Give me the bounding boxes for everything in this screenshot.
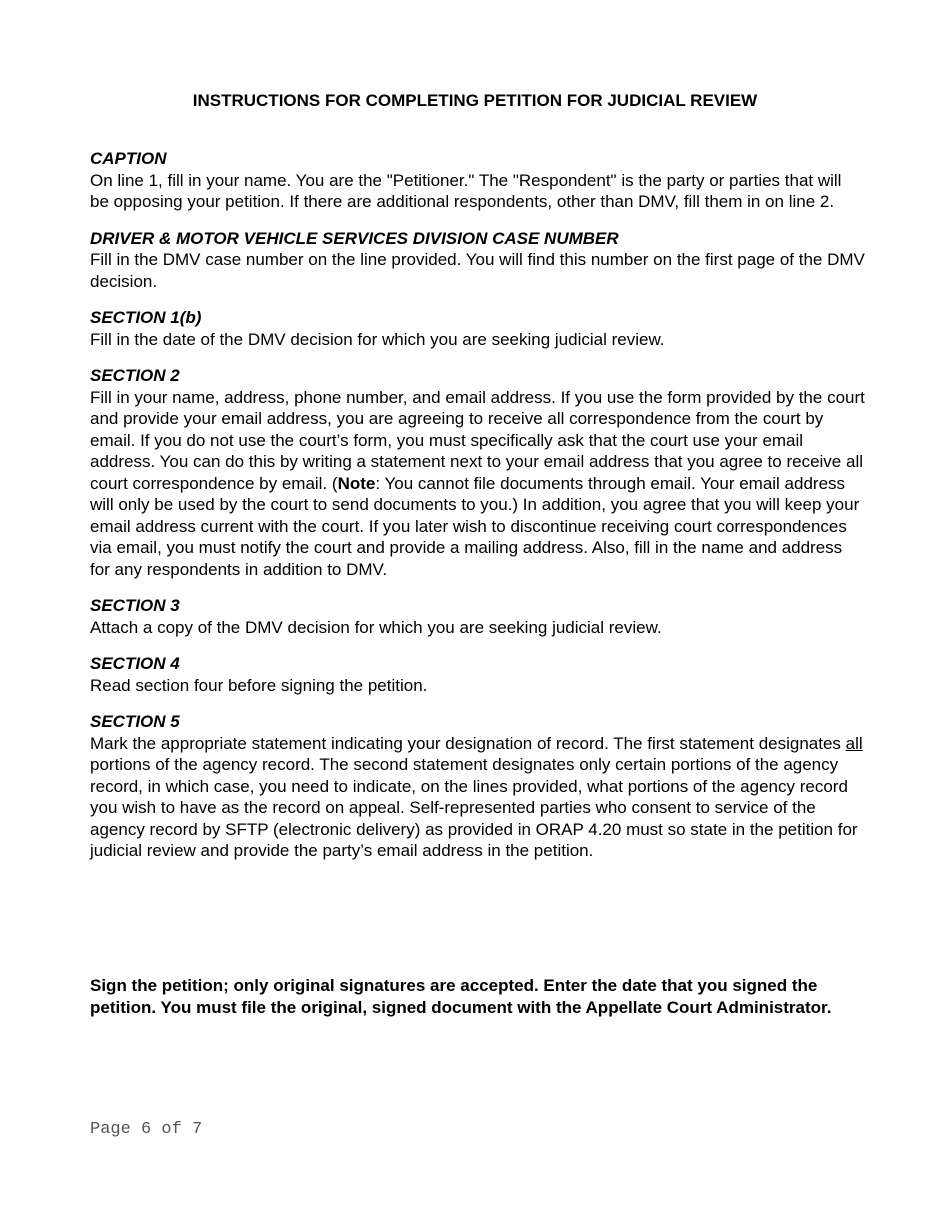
section-text: Read section four before signing the petition. — [90, 675, 428, 695]
section-text — [90, 733, 865, 862]
underlined-word: all — [845, 733, 863, 753]
signature-instructions: Sign the petition; only original signatures are accepted. Enter the date that you signed the petition. You must file the original, signed document with the Appellate Court Administrator. — [90, 976, 832, 1017]
section-text-part: : You cannot file documents through email. Your email address will only be used by the court to send documents to you.) In addition, you agree that you will keep your email address current with the court. If you later wish to discontinue receiving court correspondences via email, you must notify the court and provide a mailing address. Also, fill in the name and address for any respondents in addition to DMV. — [90, 473, 860, 579]
page-number: Page 6 of 7 — [90, 1120, 203, 1139]
section-5 — [90, 711, 865, 862]
section-3 — [90, 595, 865, 638]
instructions-body — [90, 148, 865, 877]
section-4 — [90, 653, 865, 696]
section-text: Fill in the date of the DMV decision for which you are seeking judicial review. — [90, 329, 665, 349]
section-heading: SECTION 5 — [90, 712, 180, 731]
section-case-number — [90, 228, 865, 293]
section-heading: SECTION 1(b) — [90, 308, 202, 327]
section-text: Attach a copy of the DMV decision for which you are seeking judicial review. — [90, 617, 662, 637]
section-2 — [90, 365, 865, 580]
section-heading: CAPTION — [90, 149, 167, 168]
section-text: On line 1, fill in your name. You are the "Petitioner." The "Respondent" is the party or parties that will be opposing your petition. If there are additional respondents, other than DMV, fill them in on line 2. — [90, 170, 842, 211]
section-text-part: Mark the appropriate statement indicating your designation of record. The first statement designates — [90, 733, 846, 753]
section-1b — [90, 307, 865, 350]
document-title: INSTRUCTIONS FOR COMPLETING PETITION FOR JUDICIAL REVIEW — [192, 91, 758, 110]
section-heading: SECTION 4 — [90, 654, 180, 673]
note-label: Note — [337, 473, 376, 493]
section-heading: DRIVER & MOTOR VEHICLE SERVICES DIVISION CASE NUMBER — [90, 228, 619, 248]
section-text-part: Fill in your name, address, phone number, and email address. If you use the form provided by the court and provide your email address, you are agreeing to receive all correspondence from the court by email. If you do not use the court’s form, you must specifically ask that the court use your email address. You can do this by writing a statement next to your email address that you agree to receive all court correspondence by email. ( — [90, 387, 865, 493]
section-caption — [90, 148, 865, 213]
section-text — [90, 387, 865, 581]
section-heading: SECTION 3 — [90, 596, 180, 615]
section-text: Fill in the DMV case number on the line provided. You will find this number on the first page of the DMV decision. — [90, 250, 865, 291]
section-text-part: portions of the agency record. The second statement designates only certain portions of the agency record, in which case, you need to indicate, on the lines provided, what portions of the agency record you wish to have as the record on appeal. Self-represented parties who consent to service of the agency record by SFTP (electronic delivery) as provided in ORAP 4.20 must so state in the petition for judicial review and provide the party’s email address in the petition. — [90, 755, 858, 860]
section-heading: SECTION 2 — [90, 366, 180, 385]
